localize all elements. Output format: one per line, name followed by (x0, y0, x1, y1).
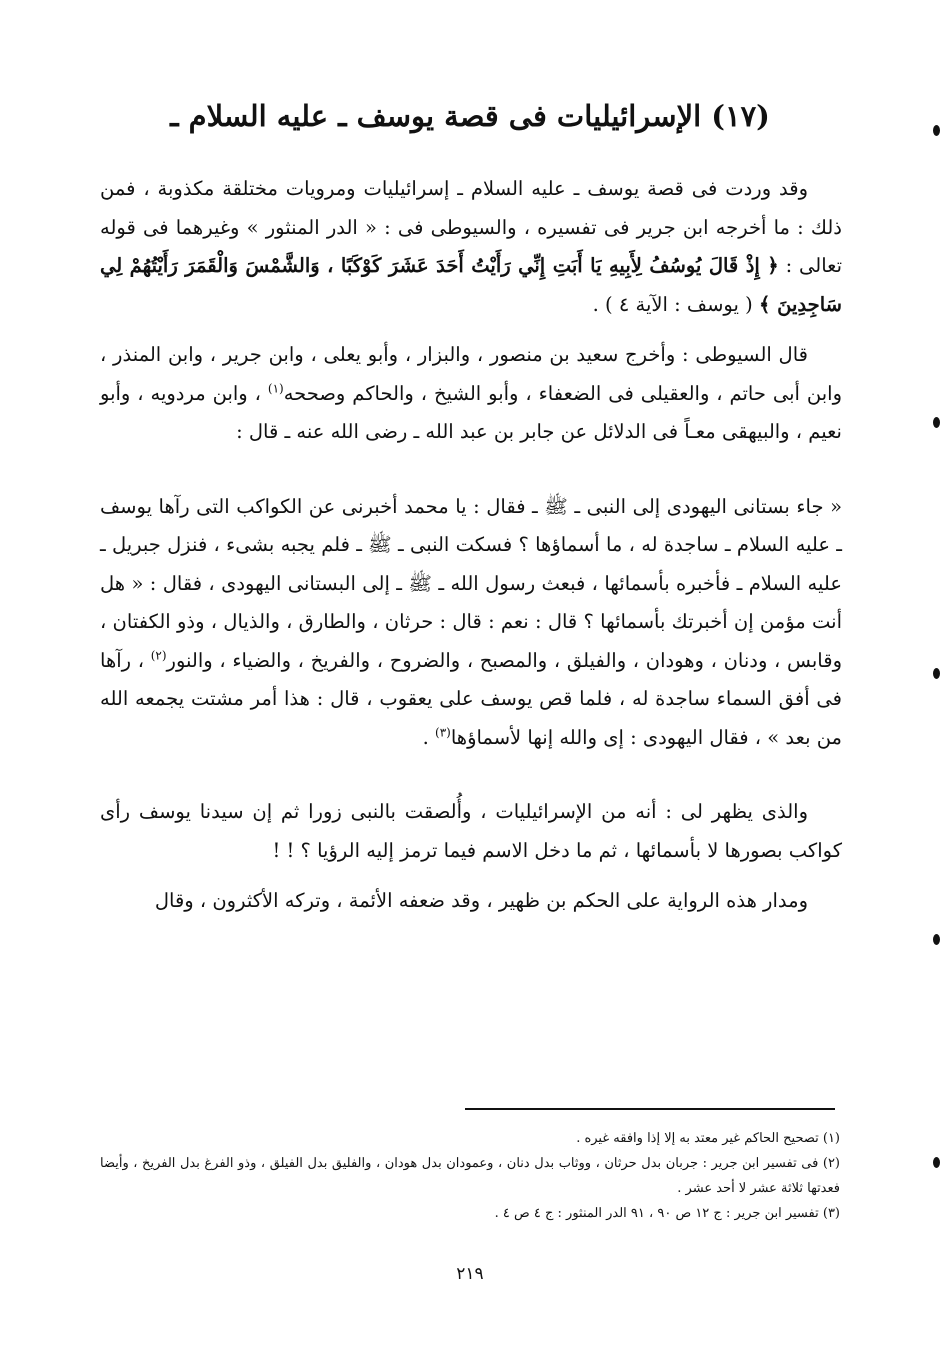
paragraph-2-text-end: ، وابن مردويه ، وأبو نعيم ، والبيهقى معـاً فى الدلائل عن جابر بن عبد الله ـ رضى الله عنه ـ قال : (100, 381, 842, 443)
footnote-1: (١) تصحيح الحاكم غير معتد به إلا إذا وافقه غيره . (576, 1131, 840, 1146)
paragraph-2-text: قال السيوطى : وأخرج سعيد بن منصور ، والبزار ، وأبو يعلى ، وابن جرير ، وابن المنذر ، وابن أبى حاتم ، والعقيلى فى الضعفاء ، وأبو الشيخ ، والحاكم وصححه (100, 343, 842, 405)
paragraph-gap (100, 757, 842, 793)
scan-margin-dot (933, 1157, 940, 1168)
hadith-quote-end: . (422, 725, 436, 749)
paragraph-2 (100, 336, 842, 452)
hadith-quote-part-2: ، رآها فى أفق السماء ساجدة له ، فلما قص يوسف على يعقوب ، قال : هذا أمر مشتت يجمعه الله من بعد » ، فقال اليهودى : إى والله إنها لأسماؤها (100, 648, 842, 749)
hadith-quote-part-1: « جاء بستانى اليهودى إلى النبى ـ ﷺ ـ فقال : يا محمد أخبرنى عن الكواكب التى رآها يوسف ـ عليه السلام ـ ساجدة له ، ما أسماؤها ؟ فسكت النبى ـ ﷺ ـ فلم يجبه بشىء ، فنزل جبريل ـ عليه السلام ـ فأخبره بأسمائها ، فبعث رسول الله ـ ﷺ ـ إلى البستانى اليهودى ، فقال : « هل أنت مؤمن إن أخبرتك بأسمائها ؟ قال : نعم : قال : حرثان ، والطارق ، والذيال ، وذو الكفتان ، وقابس ، ودنان ، وهودان ، والفيلق ، والمصبح ، والضروح ، والفريخ ، والضياء ، والنور (100, 494, 842, 672)
scan-margin-dot (933, 125, 940, 136)
paragraph-gap (100, 870, 842, 882)
footnote-separator (465, 1108, 835, 1110)
page-number: ٢١٩ (456, 1264, 484, 1284)
scan-margin-dot (933, 417, 940, 428)
paragraph-1-intro: وقد وردت فى قصة يوسف ـ عليه السلام ـ إسرائيليات ومرويات مختلقة مكذوبة ، فمن ذلك : ما أخرجه ابن جرير فى تفسيره ، والسيوطى فى : « الدر المنثور » وغيرهما فى قوله تعالى : (100, 177, 843, 277)
hadith-quote (100, 488, 842, 758)
footnote-3: (٣) تفسير ابن جرير : ج ١٢ ص ٩٠ ، ٩١ الدر المنثور : ج ٤ ص ٤ . (494, 1206, 840, 1221)
chapter-title: (١٧) الإسرائيليات فى قصة يوسف ـ عليه السلام ـ (170, 99, 770, 133)
paragraph-1 (100, 170, 842, 324)
footnote-ref-1: (١) (267, 381, 284, 395)
footnotes (100, 1126, 840, 1226)
paragraph-gap (100, 452, 842, 488)
paragraph-5: ومدار هذه الرواية على الحكم بن ظهير ، وقد ضعفه الأئمة ، وتركه الأكثرون ، وقال (154, 889, 808, 912)
verse-citation: ( يوسف : الآية ٤ ) . (592, 292, 759, 316)
footnote-ref-3: (٣) (435, 725, 451, 739)
paragraph-4: والذى يظهر لى : أنه من الإسرائيليات ، وأُلصقت بالنبى زورا ثم إن سيدنا يوسف رأى كواكب بصورها لا بأسمائها ، ثم ما دخل الاسم فيما ترمز إليه الرؤيا ؟ ! ! (100, 800, 842, 862)
footnote-2: (٢) فى تفسير ابن جرير : جربان بدل حرثان ، ووثاب بدل دنان ، وعمودان بدل هودان ، والفليق بدل الفيلق ، وذو الفرغ بدل الفريخ ، وأيضا فعدتها ثلاثة عشر لا أحد عشر . (100, 1156, 840, 1196)
scan-margin-dot (933, 668, 940, 679)
scan-margin-dot (933, 934, 940, 945)
body-text (100, 170, 842, 921)
quran-verse: ﴿ إِذْ قَالَ يُوسُفُ لِأَبِيهِ يَا أَبَتِ إِنِّي رَأَيْتُ أَحَدَ عَشَرَ كَوْكَبًا ، وَالشَّمْسَ وَالْقَمَرَ رَأَيْتُهُمْ لِي سَاجِدِينَ ﴾ (100, 254, 842, 316)
paragraph-gap (100, 324, 842, 336)
footnote-ref-2: (٢) (150, 648, 167, 662)
